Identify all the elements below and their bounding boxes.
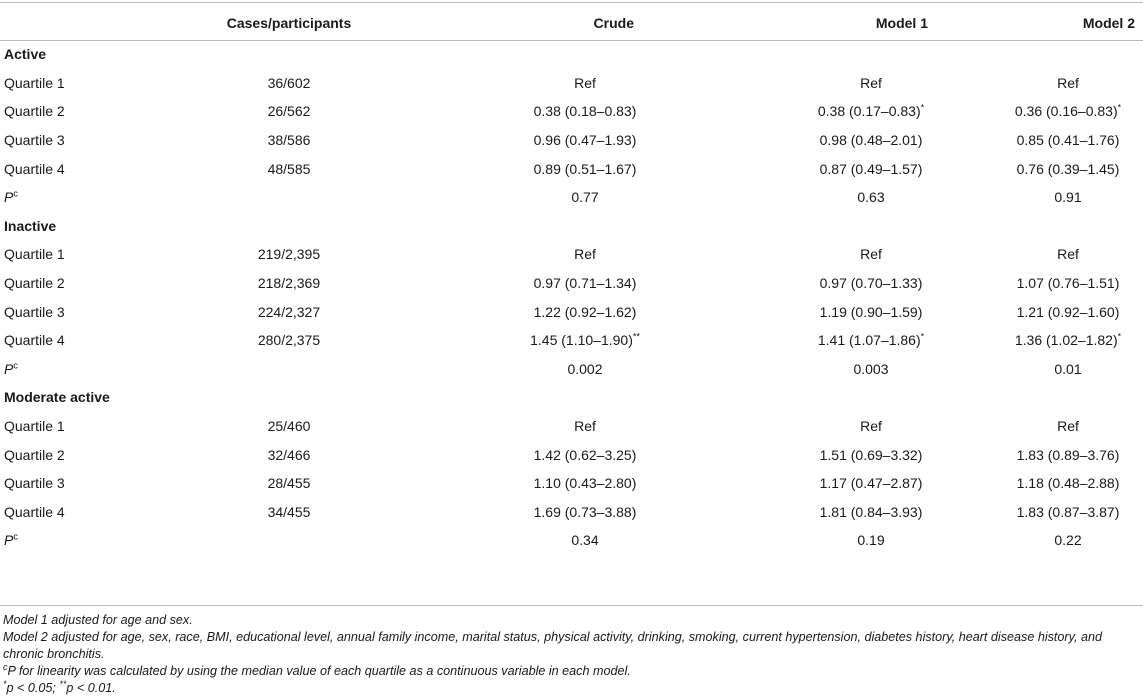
cases-cell: 218/2,369 bbox=[257, 275, 321, 292]
model1-cell-text: 0.87 (0.49–1.57) bbox=[819, 160, 923, 177]
crude-cell bbox=[384, 69, 668, 98]
crude-cell bbox=[384, 498, 668, 527]
cases-cell: 25/460 bbox=[267, 418, 311, 435]
model2-cell bbox=[968, 154, 1143, 183]
p-model1-cell bbox=[668, 355, 968, 384]
crude-cell-value bbox=[510, 332, 660, 348]
crude-cell-value bbox=[510, 304, 660, 320]
model1-cell-text: 0.38 (0.17–0.83) bbox=[817, 103, 921, 120]
model1-cell-value bbox=[796, 275, 946, 291]
crude-cell-value bbox=[510, 504, 660, 520]
p-crude-cell-value bbox=[510, 189, 660, 205]
model1-cell bbox=[668, 126, 968, 155]
model1-cell-value bbox=[796, 75, 946, 91]
model1-cell-value bbox=[796, 132, 946, 148]
model1-cell-text: 1.17 (0.47–2.87) bbox=[819, 475, 923, 492]
model1-cell bbox=[668, 69, 968, 98]
cases-cell: 219/2,395 bbox=[257, 246, 321, 263]
header-model2: Model 2 bbox=[1082, 15, 1135, 31]
p-cases-blank bbox=[194, 526, 384, 555]
note-p-text: P for linearity was calculated by using the median value of each quartile as a continuous variable in each model. bbox=[7, 664, 631, 678]
model1-cell bbox=[668, 440, 968, 469]
cases-cell: 28/455 bbox=[267, 475, 311, 492]
note-significance bbox=[3, 680, 1138, 697]
p-model1-cell bbox=[668, 526, 968, 555]
model2-cell-text: Ref bbox=[1057, 246, 1079, 263]
p-model2-cell-value bbox=[993, 189, 1143, 205]
note-model2: Model 2 adjusted for age, sex, race, BMI, educational level, annual family income, marital status, physical activity, drinking, smoking, current hypertension, diabetes history, heart disease history, and chronic bronchitis. bbox=[3, 630, 1102, 661]
model2-cell bbox=[968, 126, 1143, 155]
model1-cell-text: 1.81 (0.84–3.93) bbox=[819, 503, 923, 520]
model1-cell-text: Ref bbox=[860, 418, 882, 435]
model1-cell-sig: * bbox=[920, 102, 925, 113]
table-row bbox=[0, 240, 1143, 269]
model2-cell-text: Ref bbox=[1057, 418, 1079, 435]
model2-cell-value bbox=[993, 246, 1143, 262]
model2-cell-text: 1.21 (0.92–1.60) bbox=[1016, 303, 1120, 320]
note-sig-text1: p < 0.05; bbox=[6, 681, 60, 695]
model2-cell bbox=[968, 326, 1143, 355]
model2-cell-text: 0.76 (0.39–1.45) bbox=[1016, 160, 1120, 177]
model1-cell-text: 1.51 (0.69–3.32) bbox=[819, 446, 923, 463]
row-label: Quartile 4 bbox=[4, 332, 65, 349]
model1-cell bbox=[668, 240, 968, 269]
model1-cell bbox=[668, 154, 968, 183]
p-label-main: P bbox=[4, 189, 14, 206]
crude-cell-text: 0.38 (0.18–0.83) bbox=[533, 103, 637, 120]
model1-cell-value bbox=[796, 475, 946, 491]
table-row bbox=[0, 297, 1143, 326]
model2-cell-sig: * bbox=[1117, 102, 1122, 113]
p-crude-cell-text: 0.002 bbox=[567, 360, 603, 377]
model1-cell-value bbox=[796, 418, 946, 434]
bottom-rule bbox=[0, 605, 1143, 606]
row-label: Quartile 2 bbox=[4, 275, 65, 292]
crude-cell-text: 0.96 (0.47–1.93) bbox=[533, 132, 637, 149]
model1-cell-text: 1.19 (0.90–1.59) bbox=[819, 303, 923, 320]
model1-cell bbox=[668, 326, 968, 355]
model1-cell-text: 1.41 (1.07–1.86) bbox=[817, 332, 921, 349]
p-label-sup: c bbox=[13, 188, 18, 199]
crude-cell-text: 1.42 (0.62–3.25) bbox=[533, 446, 637, 463]
table-row bbox=[0, 326, 1143, 355]
crude-cell-value bbox=[510, 418, 660, 434]
table-row bbox=[0, 269, 1143, 298]
section-row bbox=[0, 40, 1143, 69]
model1-cell bbox=[668, 469, 968, 498]
table-row bbox=[0, 69, 1143, 98]
p-label-main: P bbox=[4, 532, 14, 549]
crude-cell-value bbox=[510, 132, 660, 148]
crude-cell bbox=[384, 154, 668, 183]
p-model1-cell-value bbox=[796, 189, 946, 205]
note-p-sup: c bbox=[3, 661, 8, 672]
crude-cell-text: 1.69 (0.73–3.88) bbox=[533, 503, 637, 520]
p-label-main: P bbox=[4, 360, 14, 377]
row-label: Quartile 2 bbox=[4, 446, 65, 463]
p-value-row bbox=[0, 526, 1143, 555]
model2-cell-value bbox=[993, 161, 1143, 177]
table-row bbox=[0, 97, 1143, 126]
row-label: Quartile 4 bbox=[4, 503, 65, 520]
model1-cell-value bbox=[796, 304, 946, 320]
crude-cell bbox=[384, 326, 668, 355]
model2-cell-value bbox=[993, 504, 1143, 520]
crude-cell-sig: ** bbox=[632, 331, 640, 342]
model2-cell bbox=[968, 498, 1143, 527]
p-model2-cell bbox=[968, 355, 1143, 384]
crude-cell-value bbox=[510, 275, 660, 291]
model2-cell-value bbox=[993, 304, 1143, 320]
cases-cell: 224/2,327 bbox=[257, 303, 321, 320]
p-crude-cell-text: 0.34 bbox=[571, 532, 599, 549]
model2-cell-value bbox=[993, 103, 1143, 119]
crude-cell bbox=[384, 469, 668, 498]
crude-cell-text: 1.22 (0.92–1.62) bbox=[533, 303, 637, 320]
crude-cell bbox=[384, 269, 668, 298]
crude-cell-value bbox=[510, 475, 660, 491]
p-model2-cell-value bbox=[993, 361, 1143, 377]
p-model2-cell bbox=[968, 183, 1143, 212]
p-crude-cell bbox=[384, 183, 668, 212]
cases-cell: 36/602 bbox=[267, 74, 311, 91]
model2-cell-value bbox=[993, 75, 1143, 91]
p-label-sup: c bbox=[13, 531, 18, 542]
crude-cell bbox=[384, 97, 668, 126]
crude-cell-value bbox=[510, 75, 660, 91]
p-model1-cell-text: 0.63 bbox=[857, 189, 885, 206]
p-cases-blank bbox=[194, 183, 384, 212]
crude-cell bbox=[384, 440, 668, 469]
crude-cell-value bbox=[510, 447, 660, 463]
model2-cell bbox=[968, 412, 1143, 441]
crude-cell-text: 0.97 (0.71–1.34) bbox=[533, 275, 637, 292]
model1-cell bbox=[668, 498, 968, 527]
model2-cell-text: 1.18 (0.48–2.88) bbox=[1016, 475, 1120, 492]
table-body bbox=[0, 40, 1143, 555]
table-row bbox=[0, 412, 1143, 441]
model1-cell bbox=[668, 97, 968, 126]
p-crude-cell bbox=[384, 526, 668, 555]
p-label bbox=[0, 526, 194, 555]
model1-cell-value bbox=[796, 103, 946, 119]
header-cases: Cases/participants bbox=[226, 15, 352, 31]
model2-cell bbox=[968, 440, 1143, 469]
model1-cell-text: Ref bbox=[860, 74, 882, 91]
model2-cell bbox=[968, 269, 1143, 298]
header-model1: Model 1 bbox=[875, 15, 928, 31]
p-model2-cell-value bbox=[993, 532, 1143, 548]
crude-cell bbox=[384, 240, 668, 269]
model2-cell-text: 1.07 (0.76–1.51) bbox=[1016, 275, 1120, 292]
note-sig-sup2: ** bbox=[59, 678, 67, 689]
model1-cell-value bbox=[796, 332, 946, 348]
cases-cell: 48/585 bbox=[267, 160, 311, 177]
cases-cell: 38/586 bbox=[267, 132, 311, 149]
section-row bbox=[0, 212, 1143, 241]
model1-cell bbox=[668, 412, 968, 441]
model1-cell-value bbox=[796, 504, 946, 520]
model2-cell-text: 0.85 (0.41–1.76) bbox=[1016, 132, 1120, 149]
table-row bbox=[0, 440, 1143, 469]
p-model2-cell-text: 0.22 bbox=[1054, 532, 1082, 549]
row-label: Quartile 2 bbox=[4, 103, 65, 120]
p-model2-cell bbox=[968, 526, 1143, 555]
p-model2-cell-text: 0.91 bbox=[1054, 189, 1082, 206]
model2-cell bbox=[968, 297, 1143, 326]
p-model1-cell bbox=[668, 183, 968, 212]
row-label: Quartile 1 bbox=[4, 74, 65, 91]
model2-cell-text: 1.36 (1.02–1.82) bbox=[1014, 332, 1118, 349]
model2-cell-text: 0.36 (0.16–0.83) bbox=[1014, 103, 1118, 120]
p-model1-cell-value bbox=[796, 361, 946, 377]
row-label: Quartile 1 bbox=[4, 246, 65, 263]
p-model2-cell-text: 0.01 bbox=[1054, 360, 1082, 377]
crude-cell bbox=[384, 412, 668, 441]
p-value-row bbox=[0, 355, 1143, 384]
row-label: Quartile 4 bbox=[4, 160, 65, 177]
table-footnotes bbox=[3, 612, 1138, 697]
crude-cell bbox=[384, 126, 668, 155]
cases-cell: 280/2,375 bbox=[257, 332, 321, 349]
crude-cell-text: Ref bbox=[574, 74, 596, 91]
table-row bbox=[0, 469, 1143, 498]
row-label: Quartile 1 bbox=[4, 418, 65, 435]
model2-cell-text: 1.83 (0.87–3.87) bbox=[1016, 503, 1120, 520]
row-label: Quartile 3 bbox=[4, 303, 65, 320]
model1-cell-value bbox=[796, 161, 946, 177]
p-model1-cell-value bbox=[796, 532, 946, 548]
model2-cell-value bbox=[993, 475, 1143, 491]
crude-cell-value bbox=[510, 246, 660, 262]
note-sig-text2: p < 0.01. bbox=[66, 681, 116, 695]
model1-cell-text: Ref bbox=[860, 246, 882, 263]
p-label-sup: c bbox=[13, 360, 18, 371]
crude-cell bbox=[384, 297, 668, 326]
model2-cell bbox=[968, 69, 1143, 98]
model1-cell-text: 0.98 (0.48–2.01) bbox=[819, 132, 923, 149]
model2-cell bbox=[968, 469, 1143, 498]
model2-cell-value bbox=[993, 132, 1143, 148]
header-blank bbox=[0, 6, 194, 40]
section-title: Active bbox=[4, 46, 47, 63]
model2-cell-value bbox=[993, 332, 1143, 348]
note-model1: Model 1 adjusted for age and sex. bbox=[3, 613, 193, 627]
p-label bbox=[0, 183, 194, 212]
header-row bbox=[0, 6, 1143, 40]
p-crude-cell-value bbox=[510, 532, 660, 548]
p-crude-cell-text: 0.77 bbox=[571, 189, 599, 206]
crude-cell-value bbox=[510, 103, 660, 119]
section-title: Inactive bbox=[4, 217, 57, 234]
model2-cell-value bbox=[993, 275, 1143, 291]
model2-cell-value bbox=[993, 418, 1143, 434]
model2-cell-text: 1.83 (0.89–3.76) bbox=[1016, 446, 1120, 463]
table-row bbox=[0, 126, 1143, 155]
crude-cell-text: 1.10 (0.43–2.80) bbox=[533, 475, 637, 492]
model2-cell-value bbox=[993, 447, 1143, 463]
model2-cell-sig: * bbox=[1117, 331, 1122, 342]
model2-cell bbox=[968, 97, 1143, 126]
p-crude-cell bbox=[384, 355, 668, 384]
top-rule bbox=[0, 2, 1143, 3]
results-table bbox=[0, 6, 1143, 555]
crude-cell-value bbox=[510, 161, 660, 177]
model1-cell-value bbox=[796, 447, 946, 463]
note-sig-sup1: * bbox=[3, 678, 7, 689]
section-row bbox=[0, 383, 1143, 412]
section-title: Moderate active bbox=[4, 389, 110, 406]
cases-cell: 26/562 bbox=[267, 103, 311, 120]
note-p-linearity bbox=[3, 663, 1138, 680]
p-label bbox=[0, 355, 194, 384]
model1-cell bbox=[668, 297, 968, 326]
crude-cell-text: Ref bbox=[574, 418, 596, 435]
p-value-row bbox=[0, 183, 1143, 212]
row-label: Quartile 3 bbox=[4, 475, 65, 492]
model1-cell-value bbox=[796, 246, 946, 262]
model2-cell-text: Ref bbox=[1057, 74, 1079, 91]
table-row bbox=[0, 498, 1143, 527]
p-cases-blank bbox=[194, 355, 384, 384]
model1-cell-text: 0.97 (0.70–1.33) bbox=[819, 275, 923, 292]
table-row bbox=[0, 154, 1143, 183]
crude-cell-text: 1.45 (1.10–1.90) bbox=[530, 332, 633, 349]
cases-cell: 34/455 bbox=[267, 503, 311, 520]
cases-cell: 32/466 bbox=[267, 446, 311, 463]
model2-cell bbox=[968, 240, 1143, 269]
model1-cell-sig: * bbox=[920, 331, 925, 342]
p-model1-cell-text: 0.003 bbox=[853, 360, 889, 377]
p-model1-cell-text: 0.19 bbox=[857, 532, 885, 549]
crude-cell-text: 0.89 (0.51–1.67) bbox=[533, 160, 637, 177]
crude-cell-text: Ref bbox=[574, 246, 596, 263]
row-label: Quartile 3 bbox=[4, 132, 65, 149]
p-crude-cell-value bbox=[510, 361, 660, 377]
header-crude: Crude bbox=[593, 15, 634, 31]
model1-cell bbox=[668, 269, 968, 298]
